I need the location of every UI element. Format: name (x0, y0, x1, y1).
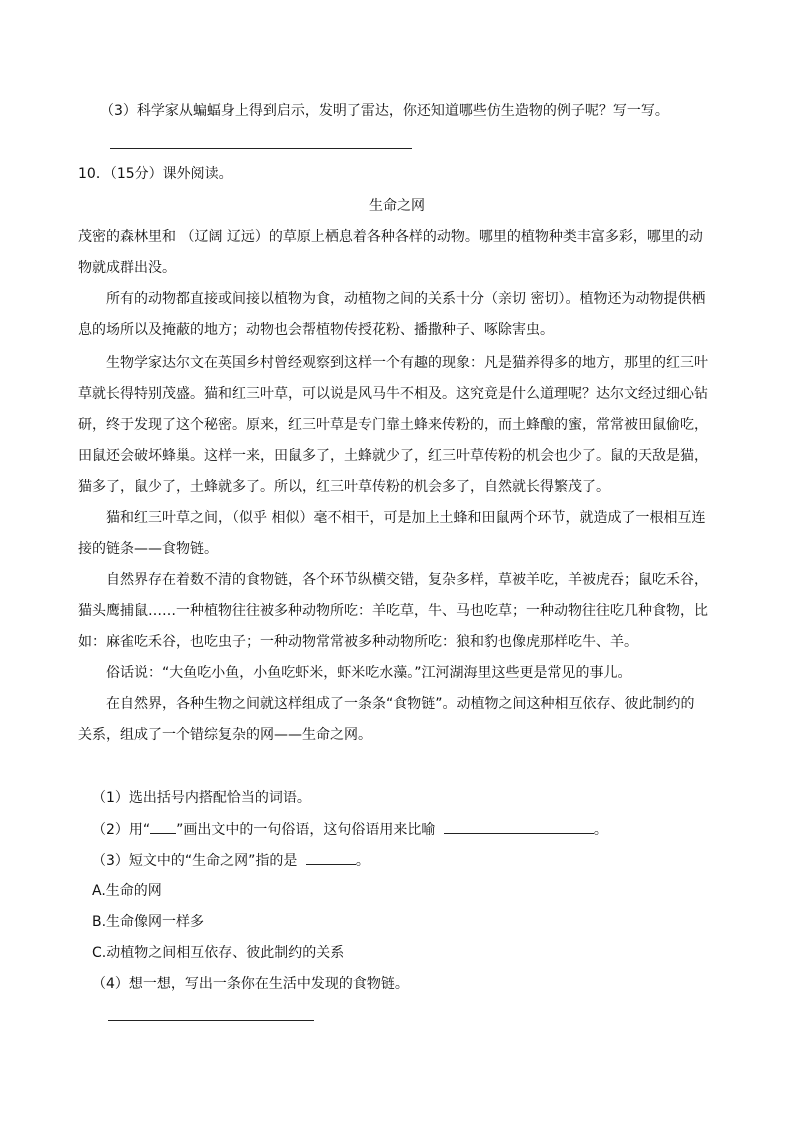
passage-line: 在自然界，各种生物之间就这样组成了一条条“食物链”。动植物之间这种相互依存、彼此制约的 (106, 696, 695, 712)
q10-header: 10．（15分）课外阅读。 (78, 166, 233, 182)
q10-sub2-part-b: ”画出文中的一句俗语，这句俗语用来比喻 (176, 822, 436, 838)
q10-sub3-prompt: （3）短文中的“生命之网”指的是 (92, 853, 298, 869)
q10-sub2-underline-mark (150, 819, 176, 834)
passage-line: 如：麻雀吃禾谷，也吃虫子；一种动物常常被多种动物所吃：狼和豹也像虎那样吃牛、羊。 (78, 634, 638, 650)
q10-sub2-part-a: （2）用“ (92, 822, 151, 838)
q10-option-c[interactable]: C.动植物之间相互依存、彼此制约的关系 (92, 945, 345, 961)
passage-line: 研，终于发现了这个秘密。原来，红三叶草是专门靠土蜂来传粉的，而土蜂酿的蜜，常常被田鼠偷吃， (78, 417, 708, 433)
passage-line: 自然界存在着数不清的食物链，各个环节纵横交错，复杂多样，草被羊吃，羊被虎吞；鼠吃禾谷， (106, 572, 708, 588)
passage-line: 接的链条——食物链。 (78, 541, 218, 557)
passage-line: 田鼠还会破坏蜂巢。这样一来，田鼠多了，土蜂就少了，红三叶草传粉的机会也少了。鼠的天敌是猫， (78, 448, 708, 464)
passage-line: 茂密的森林里和 （辽阔 辽远）的草原上栖息着各种各样的动物。哪里的植物种类丰富多彩，哪里的动 (78, 229, 703, 245)
passage-line: 猫头鹰捕鼠……一种植物往往被多种动物所吃：羊吃草，牛、马也吃草；一种动物往往吃几种食物，比 (78, 603, 708, 619)
q10-sub3 (92, 850, 370, 871)
q10-option-b[interactable]: B.生命像网一样多 (92, 914, 205, 930)
q9-sub3-prompt: （3）科学家从蝙蝠身上得到启示，发明了雷达，你还知道哪些仿生造物的例子呢？写一写。 (100, 103, 669, 119)
passage-line: 俗话说：“大鱼吃小鱼，小鱼吃虾米，虾米吃水藻。”江河湖海里这些更是常见的事儿。 (106, 665, 632, 681)
passage-line: 息的场所以及掩蔽的地方；动物也会帮植物传授花粉、播撒种子、啄除害虫。 (78, 322, 554, 338)
q10-sub1: （1）选出括号内搭配恰当的词语。 (92, 790, 311, 806)
passage-line: 猫多了，鼠少了，土蜂就多了。所以，红三叶草传粉的机会多了，自然就长得繁茂了。 (78, 479, 610, 495)
q10-sub2-answer-blank[interactable] (444, 819, 594, 834)
q10-option-a[interactable]: A.生命的网 (92, 883, 162, 899)
q10-sub2-end: 。 (593, 822, 608, 838)
q10-sub4-answer-line[interactable] (108, 1020, 314, 1021)
q10-sub3-end: 。 (355, 853, 370, 869)
passage-line: 所有的动物都直接或间接以植物为食，动植物之间的关系十分（亲切 密切）。植物还为动物提供栖 (106, 291, 706, 307)
passage-line: 关系，组成了一个错综复杂的网——生命之网。 (78, 727, 372, 743)
q9-sub3-answer-line[interactable] (110, 148, 412, 149)
passage-line: 物就成群出没。 (78, 260, 176, 276)
passage-line: 草就长得特别茂盛。猫和红三叶草，可以说是风马牛不相及。这究竟是什么道理呢？达尔文经过细心钻 (78, 386, 708, 402)
q10-sub2 (92, 819, 608, 840)
passage-title: 生命之网 (369, 198, 425, 214)
passage-line: 猫和红三叶草之间，（似乎 相似）毫不相干，可是加上土蜂和田鼠两个环节，就造成了一根相互连 (106, 510, 706, 526)
q10-sub3-answer-blank[interactable] (306, 850, 356, 865)
passage-line: 生物学家达尔文在英国乡村曾经观察到这样一个有趣的现象：凡是猫养得多的地方，那里的红三叶 (106, 355, 708, 371)
q10-sub4: （4）想一想，写出一条你在生活中发现的食物链。 (92, 976, 409, 992)
